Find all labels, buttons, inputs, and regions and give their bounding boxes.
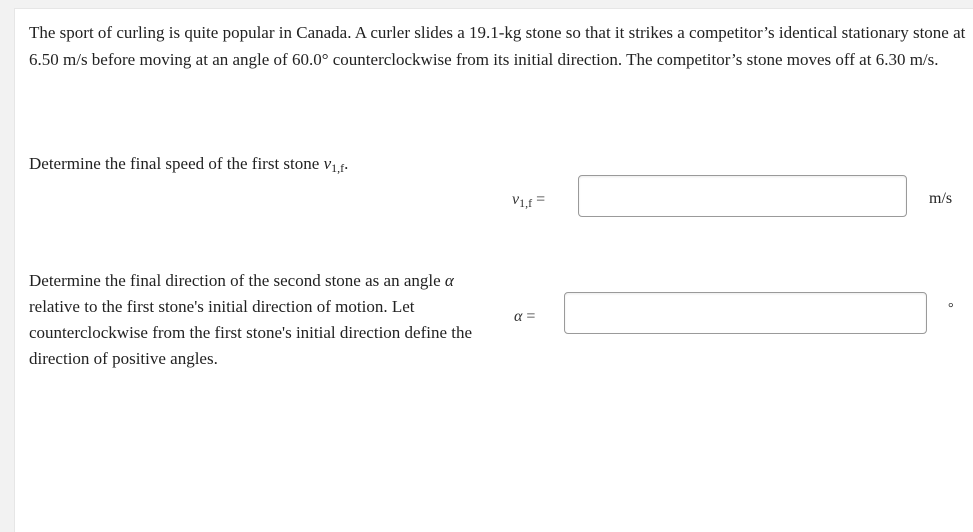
v1f-answer-input[interactable] (578, 175, 907, 217)
part1-question-var: $v_{1,f}$ (323, 154, 345, 175)
degree-unit: ° (948, 301, 954, 316)
part1-question: Determine the final speed of the first stone $v_{1,f}$. (29, 154, 349, 175)
problem-statement: The sport of curling is quite popular in Canada. A curler slides a 19.1-kg stone so that it strikes a competitor’s identical stationary stone at 6.50 m/s before moving at an angle of 60.0° counterclockwise from its initial direction. The competitor’s stone moves off at 6.30 m/s. (29, 23, 966, 69)
alpha-answer-input[interactable] (564, 292, 927, 334)
part2-question: Determine the final direction of the second stone as an angle α relative to the first stone's initial direction of motion. Let counterclockwise from the first stone's initial direction define the direction of positive angles. (29, 271, 473, 368)
alpha-label: α = (514, 308, 536, 325)
question-card (14, 8, 973, 532)
v1f-unit: m/s (929, 190, 953, 207)
part2-question-var: α (444, 271, 454, 290)
part1-question-text: Determine the final speed of the first stone (29, 154, 324, 173)
v1f-label: $v_{1,f}$ = (512, 191, 546, 210)
